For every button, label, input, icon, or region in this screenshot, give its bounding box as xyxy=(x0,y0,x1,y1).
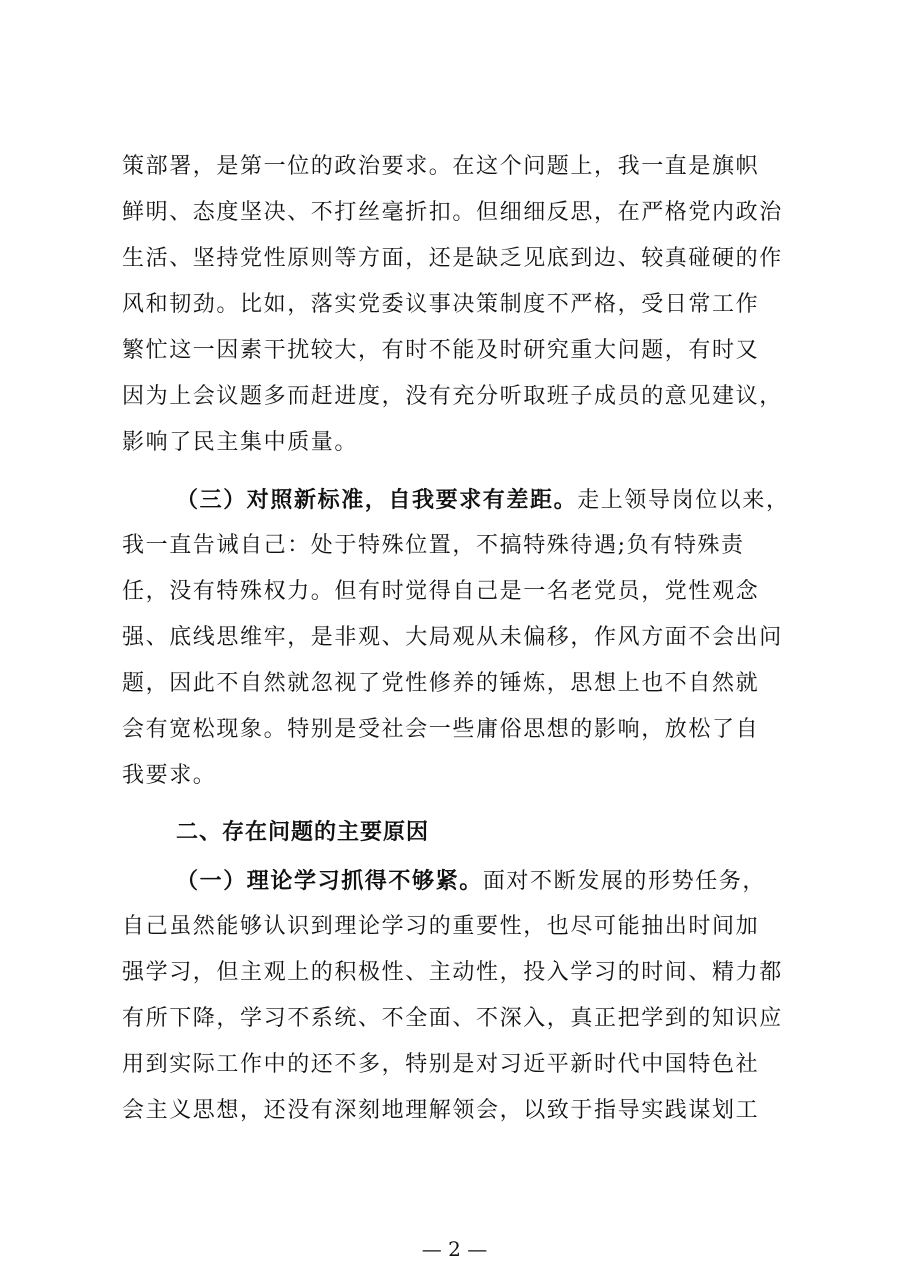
paragraph-line: 题，因此不自然就忽视了党性修养的锤炼，思想上也不自然就 xyxy=(122,671,760,696)
section-2-1-heading: （一）理论学习抓得不够紧。 xyxy=(176,868,483,894)
page-number: — 2 — xyxy=(421,1237,488,1261)
section-heading: 二、存在问题的主要原因 xyxy=(176,820,430,845)
paragraph-line: 繁忙这一因素干扰较大，有时不能及时研究重大问题，有时又 xyxy=(122,338,760,363)
paragraph-line: 会有宽松现象。特别是受社会一些庸俗思想的影响，放松了自 xyxy=(122,717,760,742)
paragraph-line: 因为上会议题多而赶进度，没有充分听取班子成员的意见建议， xyxy=(122,384,783,409)
paragraph-line: 我要求。 xyxy=(122,763,217,788)
paragraph-line: 影响了民主集中质量。 xyxy=(122,430,359,455)
paragraph-line: 我一直告诫自己：处于特殊位置，不搞特殊待遇;负有特殊责 xyxy=(122,533,745,558)
paragraph-line: 有所下降，学习不系统、不全面、不深入，真正把学到的知识应 xyxy=(122,1006,783,1031)
paragraph-line: 自己虽然能够认识到理论学习的重要性，也尽可能抽出时间加 xyxy=(122,914,760,939)
paragraph-line: 强、底线思维牢，是非观、大局观从未偏移，作风方面不会出问 xyxy=(122,625,783,650)
paragraph-line: 任，没有特殊权力。但有时觉得自己是一名老党员，党性观念 xyxy=(122,579,760,604)
section-2-1-first-line xyxy=(176,866,816,896)
section-2-1-text: 面对不断发展的形势任务， xyxy=(482,869,767,894)
paragraph-line: 用到实际工作中的还不多，特别是对习近平新时代中国特色社 xyxy=(122,1052,760,1077)
section-3-first-line xyxy=(176,485,816,515)
paragraph-line: 会主义思想，还没有深刻地理解领会，以致于指导实践谋划工 xyxy=(122,1098,760,1123)
paragraph-line: 生活、坚持党性原则等方面，还是缺乏见底到边、较真碰硬的作 xyxy=(122,246,783,271)
paragraph-line: 策部署，是第一位的政治要求。在这个问题上，我一直是旗帜 xyxy=(122,154,760,179)
paragraph-line: 风和韧劲。比如，落实党委议事决策制度不严格，受日常工作 xyxy=(122,292,760,317)
paragraph-line: 强学习，但主观上的积极性、主动性，投入学习的时间、精力都 xyxy=(122,960,783,985)
section-3-heading: （三）对照新标准，自我要求有差距。 xyxy=(176,487,578,513)
section-3-text: 走上领导岗位以来， xyxy=(577,488,790,513)
paragraph-line: 鲜明、态度坚决、不打丝毫折扣。但细细反思，在严格党内政治 xyxy=(122,200,783,225)
